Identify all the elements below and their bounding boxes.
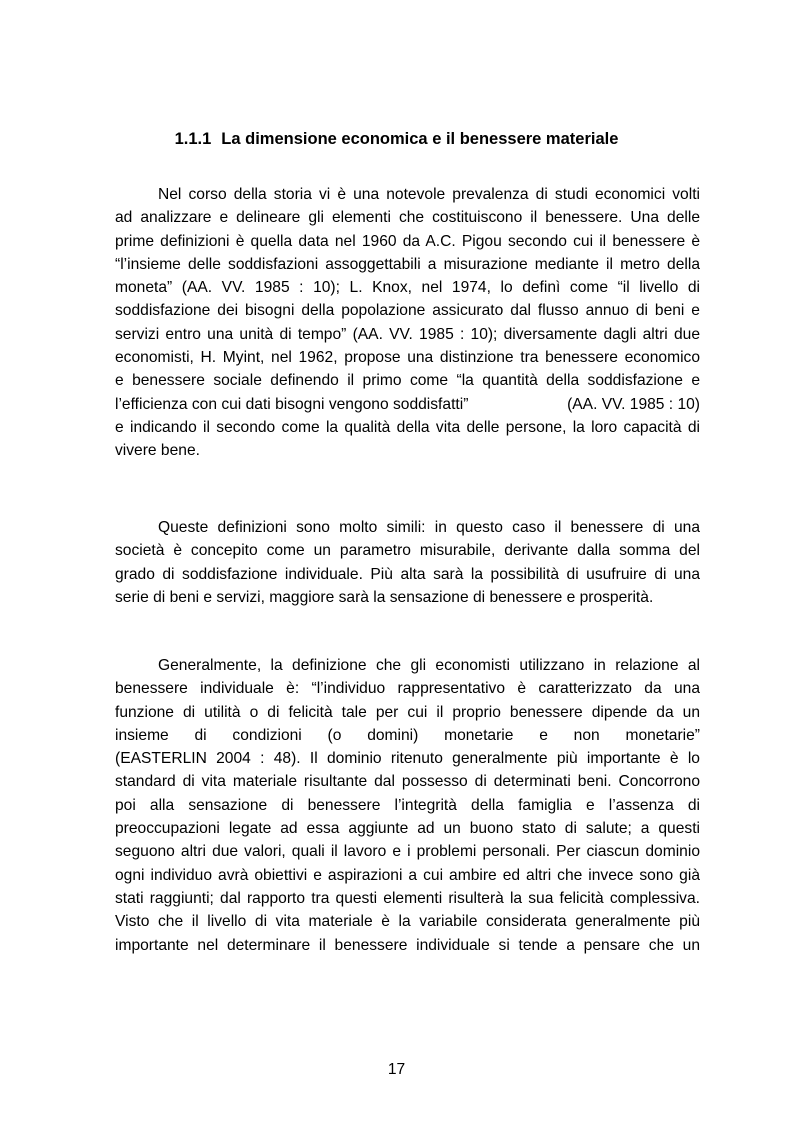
- section-title: La dimensione economica e il benessere materiale: [221, 130, 619, 148]
- text-line: preoccupazioni legate ad essa aggiunte ad un buono stato di salute; a questi: [115, 820, 700, 838]
- text-line: economisti, H. Myint, nel 1962, propose una distinzione tra benessere economico: [115, 349, 700, 367]
- text-line: seguono altri due valori, quali il lavoro e i problemi personali. Per ciascun dominio: [115, 843, 700, 861]
- section-number: 1.1.1: [174, 130, 212, 148]
- text-line: e indicando il secondo come la qualità della vita delle persone, la loro capacità di: [115, 418, 700, 436]
- text-line: (EASTERLIN 2004 : 48). Il dominio ritenuto generalmente più importante è lo: [115, 750, 700, 768]
- text-line: ogni individuo avrà obiettivi e aspirazioni a cui ambire ed altri che invece sono già: [115, 866, 700, 884]
- text-line-left: l’efficienza con cui dati bisogni vengono soddisfatti”: [115, 395, 469, 413]
- text-line: moneta” (AA. VV. 1985 : 10); L. Knox, nel 1974, lo definì come “il livello di: [115, 279, 700, 297]
- text-line: insieme di condizioni (o domini) monetarie e non monetarie”: [115, 726, 700, 744]
- text-line-with-citation: [115, 393, 700, 416]
- text-line: standard di vita materiale risultante dal possesso di determinati beni. Concorrono: [115, 773, 700, 791]
- paragraph-2: [115, 516, 700, 609]
- page-number: 17: [387, 1061, 406, 1078]
- text-line: “l’insieme delle soddisfazioni assoggettabili a misurazione mediante il metro della: [115, 255, 700, 273]
- text-line: soddisfazione dei bisogni della popolazione assicurato dal flusso annuo di beni e: [115, 302, 700, 320]
- text-line: e benessere sociale definendo il primo come “la quantità della soddisfazione e: [115, 372, 700, 390]
- text-line: società è concepito come un parametro misurabile, derivante dalla somma del: [115, 542, 700, 560]
- text-line: poi alla sensazione di benessere l’integrità della famiglia e l’assenza di: [115, 796, 700, 814]
- paragraph-1: [115, 183, 700, 463]
- text-line: Queste definizioni sono molto simili: in questo caso il benessere di una: [158, 519, 700, 536]
- citation: (AA. VV. 1985 : 10): [567, 395, 700, 413]
- text-line: stati raggiunti; dal rapporto tra questi elementi risulterà la sua felicità complessiva.: [115, 889, 700, 907]
- text-line: serie di beni e servizi, maggiore sarà la sensazione di benessere e prosperità.: [115, 588, 654, 606]
- text-line: servizi entro una unità di tempo” (AA. VV. 1985 : 10); diversamente dagli altri due: [115, 325, 700, 343]
- text-line: grado di soddisfazione individuale. Più alta sarà la possibilità di usufruire di una: [115, 565, 700, 583]
- section-heading: [0, 128, 793, 150]
- text-line: Visto che il livello di vita materiale è la variabile considerata generalmente più: [115, 913, 700, 931]
- paragraph-3: [115, 654, 700, 957]
- text-line: funzione di utilità o di felicità tale per cui il proprio benessere dipende da un: [115, 703, 700, 721]
- text-line: ad analizzare e delineare gli elementi che costituiscono il benessere. Una delle: [115, 209, 700, 227]
- text-line: benessere individuale è: “l’individuo rappresentativo è caratterizzato da una: [115, 680, 700, 698]
- text-line: importante nel determinare il benessere individuale si tende a pensare che un: [115, 936, 700, 954]
- text-line: Nel corso della storia vi è una notevole prevalenza di studi economici volti: [158, 186, 700, 203]
- text-line: vivere bene.: [115, 442, 200, 460]
- text-line: Generalmente, la definizione che gli economisti utilizzano in relazione al: [158, 657, 700, 674]
- text-line: prime definizioni è quella data nel 1960 da A.C. Pigou secondo cui il benessere è: [115, 232, 700, 250]
